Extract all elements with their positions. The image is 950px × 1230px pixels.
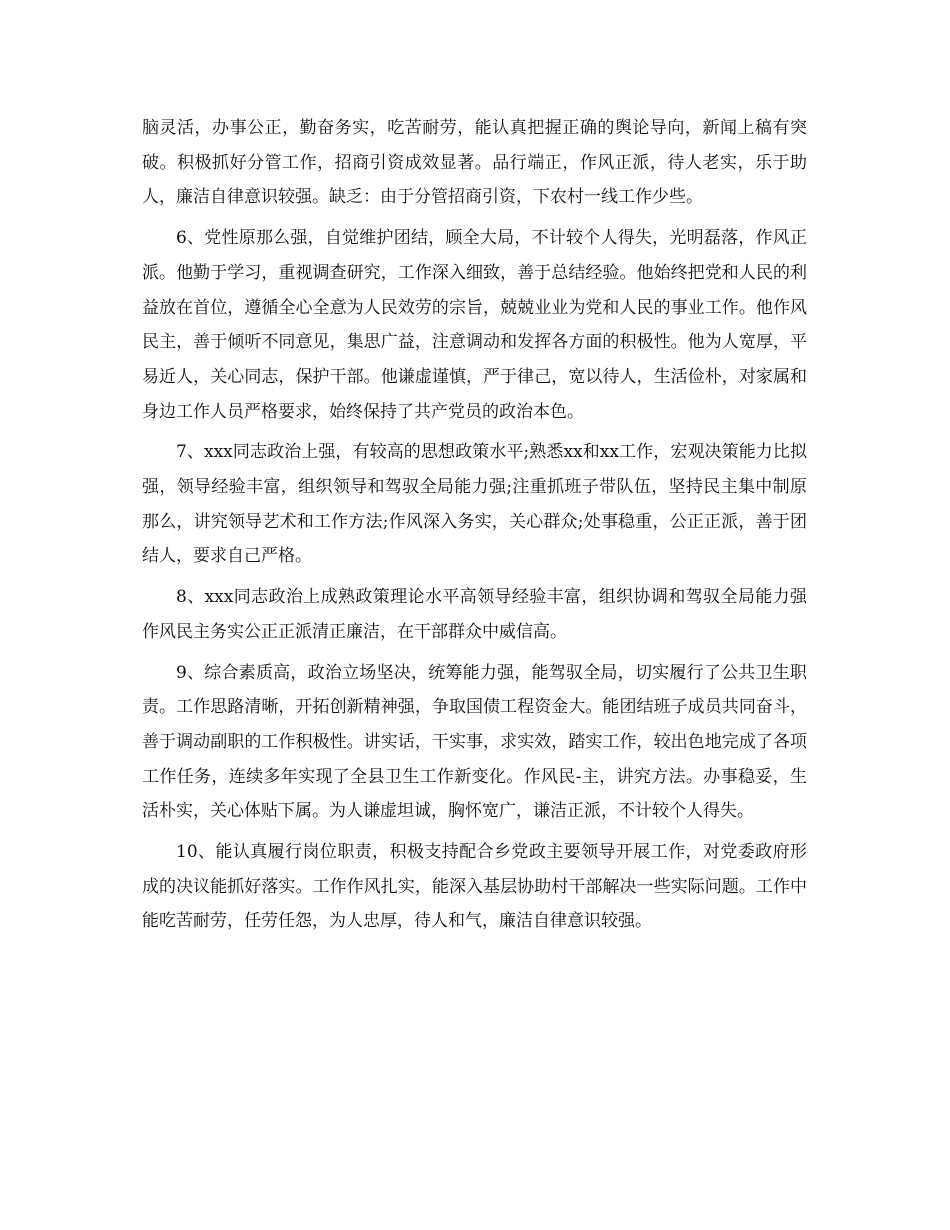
paragraph-item-9: 9、综合素质高，政治立场坚决，统筹能力强，能驾驭全局，切实履行了公共卫生职责。工作思路清晰，开拓创新精神强，争取国债工程资金大。能团结班子成员共同奋斗，善于调动副职的工作积极性。讲实话，干实事，求实效，踏实工作，较出色地完成了各项工作任务，连续多年实现了全县卫生工作新变化。作风民-主，讲究方法。办事稳妥，生活朴实，关心体贴下属。为人谦虚坦诚，胸怀宽广，谦洁正派，不计较个人得失。: [142, 662, 807, 822]
paragraph-continued: 脑灵活，办事公正，勤奋务实，吃苦耐劳，能认真把握正确的舆论导向，新闻上稿有突破。积极抓好分管工作，招商引资成效显著。品行端正，作风正派，待人老实，乐于助人，廉洁自律意识较强。缺乏：由于分管招商引资，下农村一线工作少些。: [142, 118, 807, 208]
paragraph-item-6: 6、党性原那么强，自觉维护团结，顾全大局，不计较个人得失，光明磊落，作风正派。他勤于学习，重视调查研究，工作深入细致，善于总结经验。他始终把党和人民的利益放在首位，遵循全心全意为人民效劳的宗旨，兢兢业业为党和人民的事业工作。他作风民主，善于倾听不同意见，集思广益，注意调动和发挥各方面的积极性。他为人宽厚，平易近人，关心同志，保护干部。他谦虚谨慎，严于律己，宽以待人，生活俭朴，对家属和身边工作人员严格要求，始终保持了共产党员的政治本色。: [142, 228, 807, 422]
paragraph-item-8: 8、xxx同志政治上成熟政策理论水平高领导经验丰富，组织协调和驾驭全局能力强作风民主务实公正正派清正廉洁，在干部群众中威信高。: [142, 587, 807, 642]
document-body: [142, 111, 807, 945]
paragraph-item-7: 7、xxx同志政治上强，有较高的思想政策水平;熟悉xx和xx工作，宏观决策能力比拟强，领导经验丰富，组织领导和驾驭全局能力强;注重抓班子带队伍，坚持民主集中制原那么，讲究领导艺术和工作方法;作风深入务实，关心群众;处事稳重，公正正派，善于团结人，要求自己严格。: [142, 442, 807, 567]
paragraph-item-10: 10、能认真履行岗位职责，积极支持配合乡党政主要领导开展工作，对党委政府形成的决议能抓好落实。工作作风扎实，能深入基层协助村干部解决一些实际问题。工作中能吃苦耐劳，任劳任怨，为人忠厚，待人和气，廉洁自律意识较强。: [142, 842, 807, 932]
